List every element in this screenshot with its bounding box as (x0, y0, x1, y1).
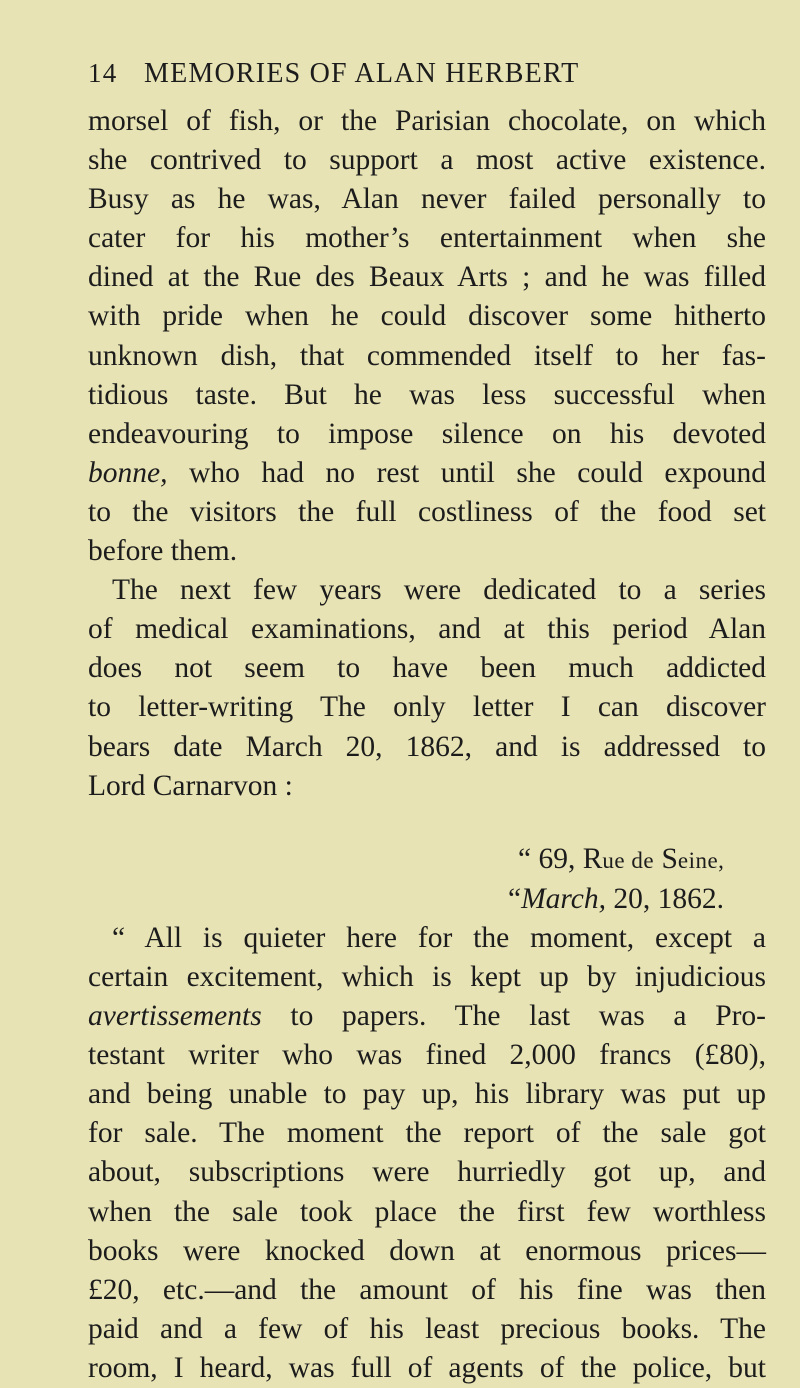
page-number: 14 (88, 58, 118, 88)
text-line: books were knocked down at enormous prices— (88, 1234, 766, 1267)
text-run: S (654, 842, 678, 875)
text-line: to letter-writing The only letter I can discover (88, 691, 766, 724)
text-line: does not seem to have been much addicted (88, 652, 766, 685)
text-line: “ All is quieter here for the moment, except a (112, 921, 766, 954)
text-run: who had no rest until she could expound (167, 456, 766, 489)
text-line: bears date March 20, 1862, and is addressed to (88, 730, 766, 763)
text-line: to the visitors the full costliness of the food set (88, 495, 766, 528)
text-line (88, 454, 766, 493)
italic-word: March, (521, 882, 607, 915)
letter (88, 840, 766, 1388)
paragraph-1 (88, 102, 766, 571)
text-line: when the sale took place the first few worthless (88, 1195, 766, 1228)
text-line: £20, etc.—and the amount of his fine was then (88, 1273, 766, 1306)
text-line: endeavouring to impose silence on his devoted (88, 417, 766, 450)
text-line: dined at the Rue des Beaux Arts ; and he was filled (88, 261, 766, 294)
running-title: MEMORIES OF ALAN HERBERT (144, 58, 580, 89)
text-line: certain excitement, which is kept up by injudicious (88, 960, 766, 993)
smallcaps-run: eine, (677, 846, 725, 873)
text-line: testant writer who was fined 2,000 francs (£80), (88, 1039, 766, 1072)
text-run: “ 69, R (518, 842, 603, 875)
text-line: for sale. The moment the report of the sale got (88, 1117, 766, 1150)
text-line: morsel of fish, or the Parisian chocolate, on which (88, 105, 766, 137)
text-line: about, subscriptions were hurriedly got up, and (88, 1156, 766, 1189)
spacer (88, 806, 766, 840)
italic-word: bonne, (88, 456, 168, 489)
text-line: room, I heard, was full of agents of the police, but (88, 1351, 766, 1384)
text-line: with pride when he could discover some hitherto (88, 300, 766, 333)
text-line: before them. (88, 535, 238, 568)
text-line: cater for his mother’s entertainment when she (88, 222, 766, 255)
body-text (88, 102, 766, 1388)
text-line: unknown dish, that commended itself to her fas- (88, 339, 766, 372)
text-run: to papers. The last was a Pro- (261, 1000, 766, 1033)
paragraph-2 (88, 571, 766, 806)
text-line: Lord Carnarvon : (88, 769, 293, 802)
text-run: 20, 1862. (606, 882, 725, 915)
text-line: and being unable to pay up, his library was put up (88, 1078, 766, 1111)
letter-address (88, 840, 766, 880)
italic-word: avertissements (88, 1000, 262, 1033)
text-line (88, 997, 766, 1036)
text-run: “ (508, 882, 522, 915)
text-line: Busy as he was, Alan never failed personally to (88, 183, 766, 216)
text-line: tidious taste. But he was less successful when (88, 378, 766, 411)
text-line: of medical examinations, and at this period Alan (88, 613, 766, 646)
text-line: The next few years were dedicated to a series (112, 574, 766, 607)
running-head (88, 58, 766, 102)
text-line: she contrived to support a most active existence. (88, 144, 766, 177)
letter-date (88, 880, 766, 919)
text-line: paid and a few of his least precious books. The (88, 1312, 766, 1345)
smallcaps-run: ue de (602, 846, 655, 873)
